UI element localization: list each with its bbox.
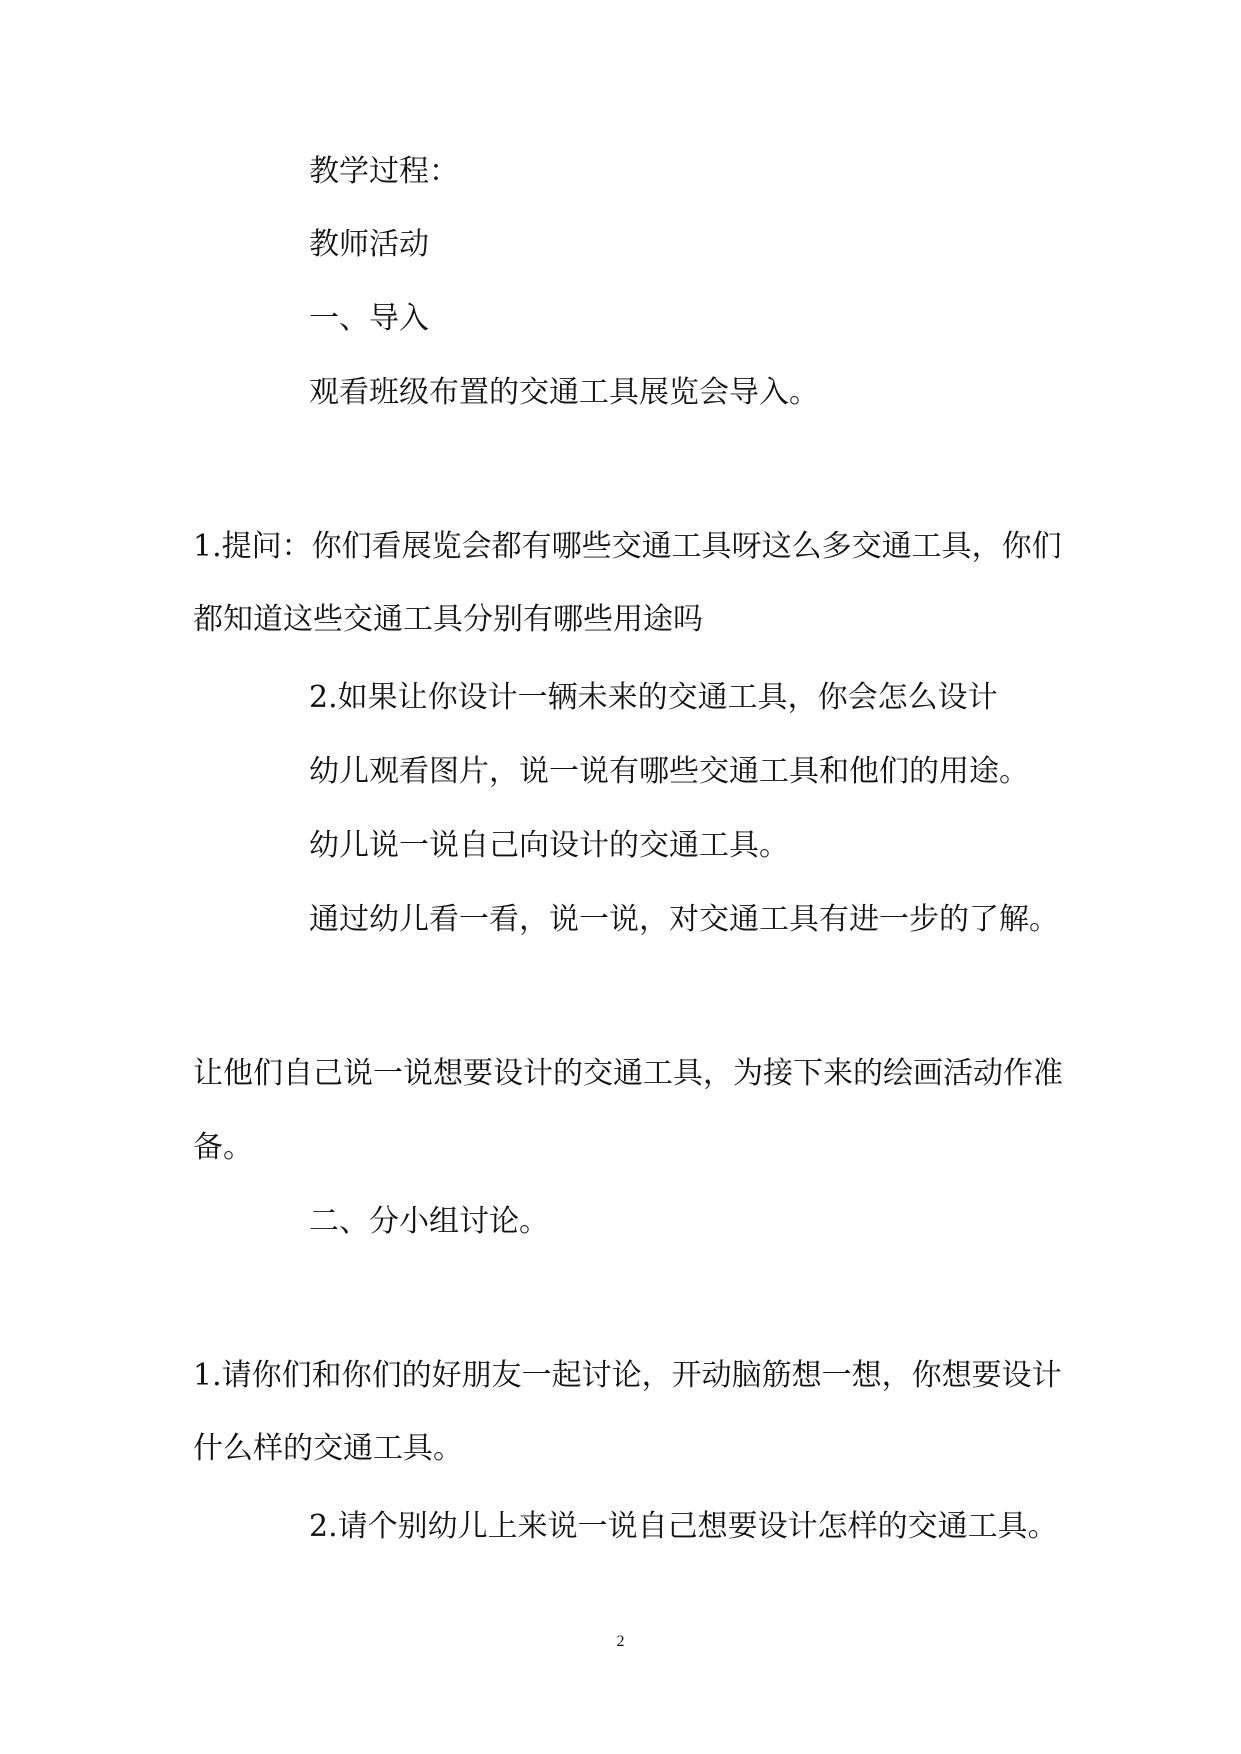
section-heading-intro: 一、导入 — [309, 301, 429, 336]
section-heading-group-discussion: 二、分小组讨论。 — [309, 1204, 549, 1239]
page-number: 2 — [616, 1633, 625, 1650]
paragraph-line: 什么样的交通工具。 — [193, 1431, 463, 1466]
heading-teaching-process: 教学过程： — [309, 154, 459, 189]
paragraph-line: 2.请个别幼儿上来说一说自己想要设计怎样的交通工具。 — [309, 1509, 1058, 1544]
paragraph-line: 备。 — [193, 1130, 253, 1165]
heading-teacher-activity: 教师活动 — [309, 227, 429, 262]
paragraph-line: 通过幼儿看一看，说一说，对交通工具有进一步的了解。 — [309, 902, 1059, 937]
paragraph-line: 幼儿说一说自己向设计的交通工具。 — [309, 828, 789, 863]
paragraph-line: 让他们自己说一说想要设计的交通工具，为接下来的绘画活动作准 — [193, 1056, 1063, 1091]
paragraph-line: 观看班级布置的交通工具展览会导入。 — [309, 375, 819, 410]
paragraph-line: 都知道这些交通工具分别有哪些用途吗 — [193, 602, 703, 637]
paragraph-line: 幼儿观看图片，说一说有哪些交通工具和他们的用途。 — [309, 754, 1029, 789]
paragraph-line: 2.如果让你设计一辆未来的交通工具，你会怎么设计 — [309, 680, 998, 715]
paragraph-line: 1.请你们和你们的好朋友一起讨论，开动脑筋想一想，你想要设计 — [193, 1358, 1062, 1393]
paragraph-line: 1.提问：你们看展览会都有哪些交通工具呀这么多交通工具，你们 — [193, 529, 1062, 564]
